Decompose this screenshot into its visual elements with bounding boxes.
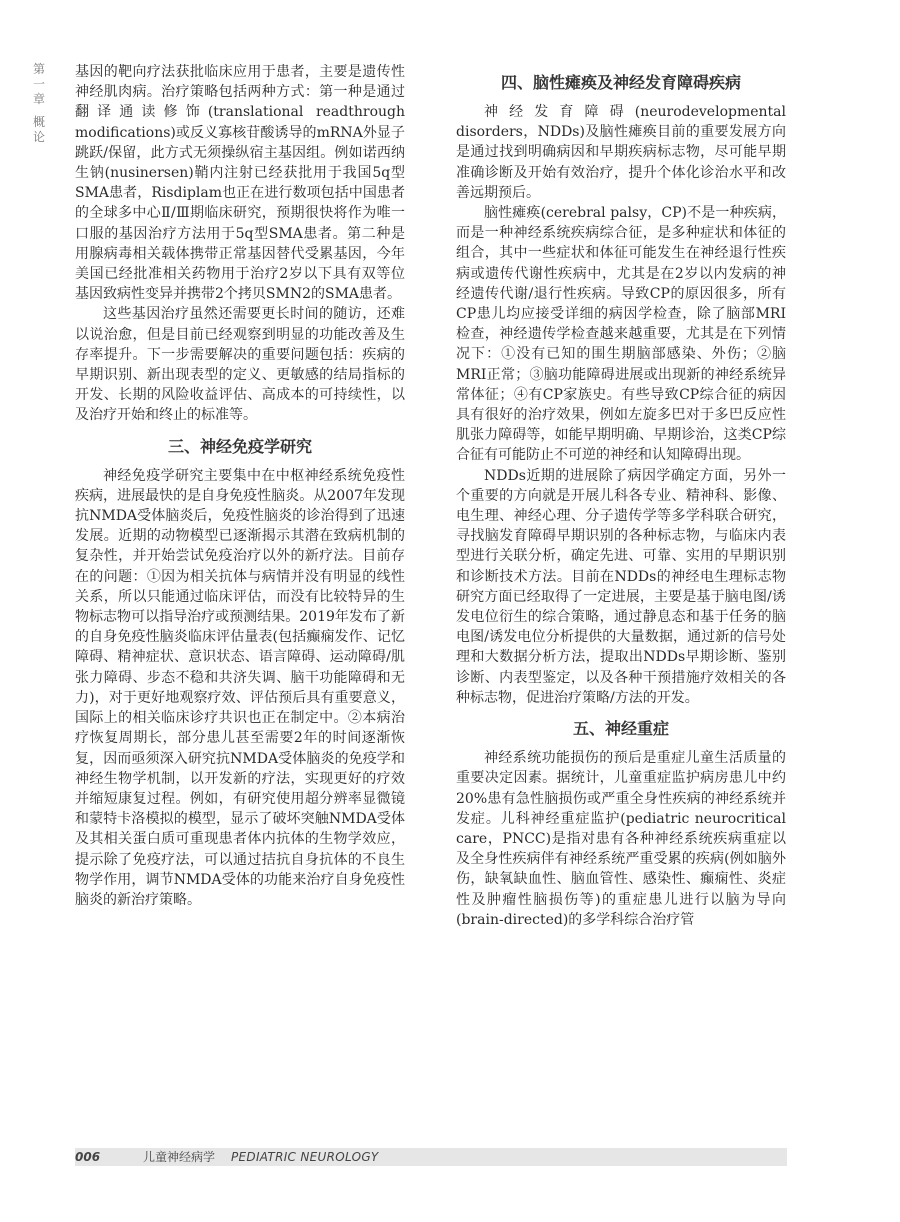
journal-title-cn: 儿童神经病学	[143, 1150, 216, 1164]
left-column	[75, 62, 405, 910]
side-tab-char: 章	[32, 92, 45, 106]
section-heading-neurocritical-care: 五、神经重症	[572, 719, 669, 739]
paragraph-gene-therapy: 基因的靶向疗法获批临床应用于患者，主要是遗传性神经肌肉病。治疗策略包括两种方式：第一种是通过翻译通读修饰(translational readthrough modifications)或反义寡核苷酸诱导的mRNA外显子跳跃/保留，此方式无须操纵宿主基因组。例如诺西纳生钠(nusinersen)鞘内注射已经获批用于我国5q型SMA患者，Risdiplam也正在进行数项包括中国患者的全球多中心Ⅱ/Ⅲ期临床研究，预期很快将作为唯一口服的基因治疗方法用于5q型SMA患者。第二种是用腺病毒相关载体携带正常基因替代受累基因，今年美国已经批准相关药物用于治疗2岁以下具有双等位基因致病性变异并携带2个拷贝SMN2的SMA患者。	[75, 64, 405, 303]
journal-title-en: PEDIATRIC NEUROLOGY	[231, 1150, 379, 1164]
chapter-side-tab	[28, 62, 50, 145]
side-tab-char: 第	[32, 62, 45, 76]
side-tab-char: 一	[32, 77, 45, 91]
page-footer	[75, 1148, 787, 1166]
paragraph-cerebral-palsy: 脑性瘫痪(cerebral palsy，CP)不是一种疾病，而是一种神经系统疾病综合征，是多种症状和体征的组合，其中一些症状和体征可能发生在神经退行性疾病或遗传代谢性疾病中，尤其是在2岁以内发病的神经遗传代谢/退行性疾病。导致CP的原因很多，所有CP患儿均应接受详细的病因学检查，除了脑部MRI检查，神经遗传学检查越来越重要，尤其是在下列情况下：①没有已知的围生期脑部感染、外伤；②脑MRI正常；③脑功能障碍进展或出现新的神经系统异常体征；④有CP家族史。有些导致CP综合征的病因具有很好的治疗效果，例如左旋多巴对于多巴反应性肌张力障碍等，如能早期明确、早期诊治，这类CP综合征有可能防止不可逆的神经和认知障碍出现。	[456, 205, 786, 464]
side-tab-char: 概	[32, 115, 45, 129]
paragraph-ndds-intro: 神经发育障碍(neurodevelopmental disorders，NDDs)及脑性瘫痪目前的重要发展方向是通过找到明确病因和早期疾病标志物，尽可能早期准确诊断及开始有效治疗，提升个体化诊治水平和改善远期预后。	[456, 104, 786, 201]
section-heading-cerebral-palsy: 四、脑性瘫痪及神经发育障碍疾病	[500, 73, 741, 92]
paragraph-gene-therapy-outlook: 这些基因治疗虽然还需要更长时间的随访，还难以说治愈，但是目前已经观察到明显的功能改善及生存率提升。下一步需要解决的重要问题包括：疾病的早期识别、新出现表型的定义、更敏感的结局指标的开发、长期的风险收益评估、高成本的可持续性，以及治疗开始和终止的标准等。	[75, 306, 405, 424]
paragraph-neurocritical-care: 神经系统功能损伤的预后是重症儿童生活质量的重要决定因素。据统计，儿童重症监护病房患儿中约20%患有急性脑损伤或严重全身性疾病的神经系统并发症。儿科神经重症监护(pediatric neurocritical care，PNCC)是指对患有各种神经系统疾病重症以及全身性疾病伴有神经系统严重受累的疾病(例如脑外伤，缺氧缺血性、脑血管性、感染性、癫痫性、炎症性及肿瘤性脑损伤等)的重症患儿进行以脑为导向(brain-directed)的多学科综合治疗管	[456, 750, 786, 928]
section-heading-neuroimmunology: 三、神经免疫学研究	[167, 436, 312, 456]
paragraph-neuroimmunology: 神经免疫学研究主要集中在中枢神经系统免疫性疾病，进展最快的是自身免疫性脑炎。从2007年发现抗NMDA受体脑炎后，免疫性脑炎的诊治得到了迅速发展。近期的动物模型已逐渐揭示其潜在致病机制的复杂性，并开始尝试免疫治疗以外的新疗法。目前存在的问题：①因为相关抗体与病情并没有明显的线性关系，所以只能通过临床评估，而没有比较特异的生物标志物可以指导治疗或预测结果。2019年发布了新的自身免疫性脑炎临床评估量表(包括癫痫发作、记忆障碍、精神症状、意识状态、语言障碍、运动障碍/肌张力障碍、步态不稳和共济失调、脑干功能障碍和无力)，对于更好地观察疗效、评估预后具有重要意义，国际上的相关临床诊疗共识也正在制定中。②本病治疗恢复周期长，部分患儿甚至需要2年的时间逐渐恢复，因而亟须深入研究抗NMDA受体脑炎的免疫学和神经生物学机制，以开发新的疗法，实现更好的疗效并缩短康复过程。例如，有研究使用超分辨率显微镜和蒙特卡洛模拟的模型，显示了破坏突触NMDA受体及其相关蛋白质可重现患者体内抗体的生物学效应，提示除了免疫疗法，可以通过拮抗自身抗体的不良生物学作用，调节NMDA受体的功能来治疗自身免疫性脑炎的新治疗策略。	[75, 467, 405, 908]
side-tab-char: 论	[32, 130, 45, 144]
right-column	[456, 62, 786, 930]
paragraph-ndds-progress: NDDs近期的进展除了病因学确定方面，另外一个重要的方向就是开展儿科各专业、精神科、影像、电生理、神经心理、分子遗传学等多学科联合研究，寻找脑发育障碍早期识别的各种标志物，与临床内表型进行关联分析，确定先进、可靠、实用的早期识别和诊断技术方法。目前在NDDs的神经电生理标志物研究方面已经取得了一定进展，主要是基于脑电图/诱发电位衍生的综合策略，通过静息态和基于任务的脑电图/诱发电位分析提供的大量数据，通过新的信号处理和大数据分析方法，提取出NDDs早期诊断、鉴别诊断、内表型鉴定，以及各种干预措施疗效相关的各种标志物，促进治疗策略/方法的开发。	[456, 467, 786, 706]
page-number: 006	[75, 1150, 101, 1164]
